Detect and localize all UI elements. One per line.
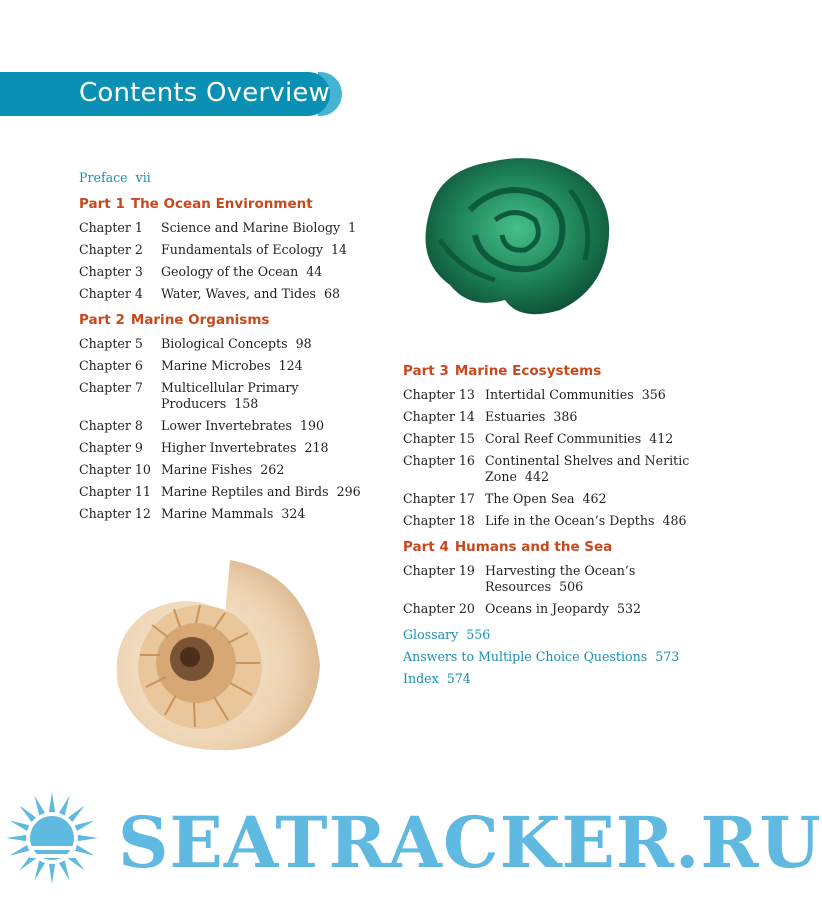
preface-link[interactable] <box>79 170 369 186</box>
chapter-title <box>161 286 369 302</box>
part-2-number: Part 2 <box>79 312 125 328</box>
chapter-number: Chapter 12 <box>79 506 151 521</box>
chapter-row[interactable] <box>79 462 369 478</box>
chapter-number: Chapter 14 <box>403 409 475 424</box>
chapter-title <box>485 513 703 529</box>
back-matter-label: Index <box>403 671 439 686</box>
chapter-title <box>161 336 369 352</box>
chapter-page: 532 <box>616 601 641 616</box>
chapter-row[interactable] <box>403 601 703 617</box>
part-3-heading[interactable] <box>403 363 703 379</box>
chapter-page: 44 <box>306 264 323 279</box>
chapter-title-text: Biological Concepts <box>161 336 288 351</box>
part-3-title: Marine Ecosystems <box>454 363 602 379</box>
chapter-page: 462 <box>582 491 607 506</box>
chapter-title-text: Oceans in Jeopardy <box>485 601 609 616</box>
chapter-page: 124 <box>278 358 303 373</box>
green-coral-image <box>410 150 620 320</box>
chapter-number: Chapter 5 <box>79 336 143 351</box>
back-matter-page: 574 <box>446 671 471 686</box>
chapter-title-text: Water, Waves, and Tides <box>161 286 316 301</box>
back-matter-link[interactable] <box>403 671 703 687</box>
part-4-chapters <box>403 563 703 617</box>
chapter-title-text: Coral Reef Communities <box>485 431 642 446</box>
chapter-title-text: Marine Fishes <box>161 462 253 477</box>
chapter-title-text: Intertidal Communities <box>485 387 634 402</box>
chapter-number: Chapter 9 <box>79 440 143 455</box>
chapter-row[interactable] <box>79 286 369 302</box>
chapter-number: Chapter 6 <box>79 358 143 373</box>
toc-left-column <box>79 170 369 528</box>
chapter-page: 324 <box>281 506 306 521</box>
part-3-section <box>403 363 703 529</box>
chapter-title <box>161 358 369 374</box>
chapter-title-text: Multicellular Primary Producers <box>161 380 299 411</box>
chapter-title <box>485 563 703 595</box>
part-2-title: Marine Organisms <box>130 312 270 328</box>
chapter-page: 386 <box>553 409 578 424</box>
chapter-title-text: Science and Marine Biology <box>161 220 341 235</box>
chapter-number: Chapter 13 <box>403 387 475 402</box>
chapter-title-text: Life in the Ocean’s Depths <box>485 513 655 528</box>
part-3-chapters <box>403 387 703 529</box>
chapter-title-text: Geology of the Ocean <box>161 264 299 279</box>
chapter-title <box>161 220 369 236</box>
chapter-title-text: Continental Shelves and Neritic Zone <box>485 453 690 484</box>
part-2-chapters <box>79 336 369 522</box>
part-1-section <box>79 196 369 302</box>
chapter-number: Chapter 8 <box>79 418 143 433</box>
chapter-row[interactable] <box>403 409 703 425</box>
part-1-heading[interactable] <box>79 196 369 212</box>
chapter-title <box>161 506 369 522</box>
chapter-title <box>161 440 369 456</box>
title-banner <box>0 72 355 116</box>
chapter-title <box>161 462 369 478</box>
chapter-title-text: Higher Invertebrates <box>161 440 297 455</box>
part-4-number: Part 4 <box>403 539 449 555</box>
chapter-number: Chapter 18 <box>403 513 475 528</box>
chapter-row[interactable] <box>403 453 703 485</box>
chapter-row[interactable] <box>79 242 369 258</box>
chapter-number: Chapter 10 <box>79 462 151 477</box>
part-1-chapters <box>79 220 369 302</box>
chapter-title <box>485 491 703 507</box>
chapter-row[interactable] <box>79 484 369 500</box>
chapter-title-text: The Open Sea <box>485 491 575 506</box>
chapter-title <box>485 431 703 447</box>
chapter-title <box>485 453 703 485</box>
chapter-number: Chapter 3 <box>79 264 143 279</box>
chapter-title-text: Marine Microbes <box>161 358 271 373</box>
back-matter-label: Glossary <box>403 627 459 642</box>
nautilus-shell-image <box>110 555 330 755</box>
part-1-title: The Ocean Environment <box>130 196 313 212</box>
chapter-row[interactable] <box>79 380 369 412</box>
chapter-number: Chapter 16 <box>403 453 475 468</box>
chapter-page: 218 <box>304 440 329 455</box>
preface-page: vii <box>135 170 151 185</box>
back-matter-label: Answers to Multiple Choice Questions <box>403 649 648 664</box>
chapter-row[interactable] <box>403 513 703 529</box>
chapter-row[interactable] <box>79 506 369 522</box>
chapter-title <box>161 380 369 412</box>
back-matter <box>403 627 703 687</box>
part-2-heading[interactable] <box>79 312 369 328</box>
part-4-title: Humans and the Sea <box>454 539 613 555</box>
part-2-section <box>79 312 369 522</box>
chapter-row[interactable] <box>403 563 703 595</box>
part-4-section <box>403 539 703 617</box>
page-title: Contents Overview <box>79 78 331 108</box>
chapter-title <box>161 242 369 258</box>
chapter-page: 412 <box>649 431 674 446</box>
chapter-page: 506 <box>559 579 584 594</box>
chapter-title-text: Estuaries <box>485 409 546 424</box>
chapter-title-text: Lower Invertebrates <box>161 418 292 433</box>
back-matter-link[interactable] <box>403 649 703 665</box>
chapter-row[interactable] <box>79 220 369 236</box>
chapter-title <box>161 418 369 434</box>
chapter-row[interactable] <box>403 431 703 447</box>
chapter-row[interactable] <box>79 358 369 374</box>
preface-label: Preface <box>79 170 128 185</box>
chapter-title <box>485 387 703 403</box>
chapter-page: 158 <box>234 396 259 411</box>
chapter-number: Chapter 17 <box>403 491 475 506</box>
chapter-title <box>161 484 369 500</box>
chapter-number: Chapter 4 <box>79 286 143 301</box>
chapter-title-text: Fundamentals of Ecology <box>161 242 323 257</box>
watermark-text: SEATRACKER.RU <box>118 801 822 884</box>
chapter-title <box>161 264 369 280</box>
chapter-number: Chapter 1 <box>79 220 143 235</box>
part-3-number: Part 3 <box>403 363 449 379</box>
chapter-title <box>485 409 703 425</box>
chapter-page: 190 <box>299 418 325 433</box>
chapter-page: 14 <box>330 242 348 257</box>
chapter-page: 98 <box>295 336 312 351</box>
part-1-number: Part 1 <box>79 196 125 212</box>
part-4-heading[interactable] <box>403 539 703 555</box>
chapter-page: 296 <box>336 484 361 499</box>
chapter-row[interactable] <box>79 440 369 456</box>
chapter-number: Chapter 20 <box>403 601 475 616</box>
chapter-row[interactable] <box>79 418 369 434</box>
back-matter-page: 556 <box>466 627 491 642</box>
chapter-number: Chapter 2 <box>79 242 143 257</box>
chapter-title-text: Marine Mammals <box>161 506 274 521</box>
chapter-row[interactable] <box>79 264 369 280</box>
chapter-page: 68 <box>324 286 341 301</box>
chapter-page: 486 <box>662 513 687 528</box>
chapter-row[interactable] <box>403 387 703 403</box>
chapter-number: Chapter 19 <box>403 563 475 578</box>
chapter-page: 442 <box>524 469 549 484</box>
back-matter-page: 573 <box>655 649 680 664</box>
chapter-number: Chapter 15 <box>403 431 475 446</box>
chapter-page: 356 <box>641 387 666 402</box>
chapter-page: 262 <box>260 462 285 477</box>
chapter-title <box>485 601 703 617</box>
chapter-title-text: Marine Reptiles and Birds <box>161 484 329 499</box>
chapter-title-text: Harvesting the Ocean’s Resources <box>485 563 636 594</box>
chapter-page: 1 <box>348 220 357 235</box>
chapter-number: Chapter 7 <box>79 380 143 395</box>
toc-right-column <box>403 363 703 693</box>
chapter-row[interactable] <box>403 491 703 507</box>
chapter-row[interactable] <box>79 336 369 352</box>
chapter-number: Chapter 11 <box>79 484 151 499</box>
back-matter-link[interactable] <box>403 627 703 643</box>
